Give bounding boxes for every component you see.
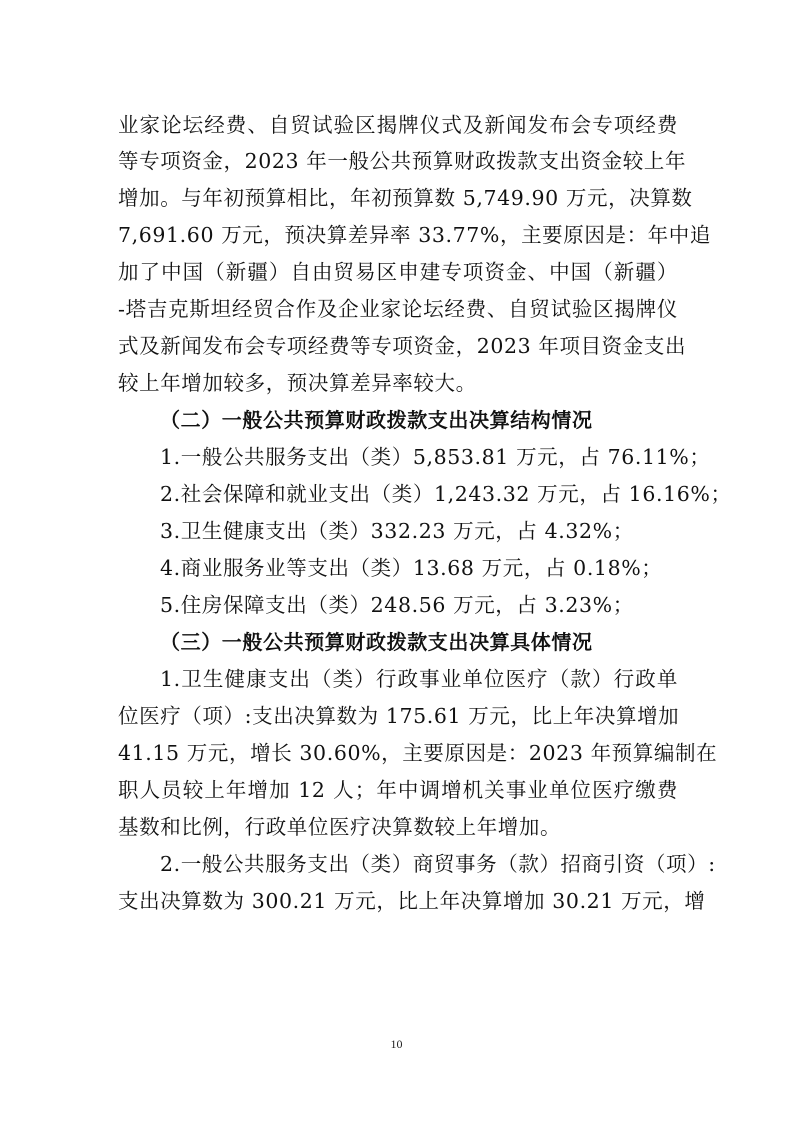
paragraph-line: 式及新闻发布会专项经费等专项资金，2023 年项目资金支出	[118, 334, 687, 358]
list-item: 3.卫生健康支出（类）332.23 万元，占 4.32%；	[160, 519, 634, 543]
page-number: 10	[390, 1037, 403, 1051]
section-heading-structure: （二）一般公共预算财政拨款支出决算结构情况	[160, 408, 593, 432]
paragraph-line: 41.15 万元，增长 30.60%，主要原因是：2023 年预算编制在	[118, 741, 718, 765]
paragraph-line: 等专项资金，2023 年一般公共预算财政拨款支出资金较上年	[118, 149, 687, 173]
paragraph-line: 较上年增加较多，预决算差异率较大。	[118, 371, 477, 395]
list-item: 1.一般公共服务支出（类）5,853.81 万元，占 76.11%；	[160, 445, 711, 469]
paragraph-line: -塔吉克斯坦经贸合作及企业家论坛经费、自贸试验区揭牌仪	[118, 297, 678, 321]
list-item: 2.社会保障和就业支出（类）1,243.32 万元，占 16.16%；	[160, 482, 732, 506]
list-item: 4.商业服务业等支出（类）13.68 万元，占 0.18%；	[160, 556, 663, 580]
paragraph-line: 加了中国（新疆）自由贸易区申建专项资金、中国（新疆）	[118, 260, 678, 284]
paragraph-line: 2.一般公共服务支出（类）商贸事务（款）招商引资（项）:	[160, 852, 716, 876]
paragraph-line: 支出决算数为 300.21 万元，比上年决算增加 30.21 万元，增	[118, 889, 706, 913]
paragraph-line: 增加。与年初预算相比，年初预算数 5,749.90 万元，决算数	[118, 186, 693, 210]
section-heading-details: （三）一般公共预算财政拨款支出决算具体情况	[160, 630, 593, 654]
paragraph-line: 业家论坛经费、自贸试验区揭牌仪式及新闻发布会专项经费	[118, 113, 678, 137]
paragraph-line: 位医疗（项）:支出决算数为 175.61 万元，比上年决算增加	[118, 704, 680, 728]
paragraph-line: 7,691.60 万元，预决算差异率 33.77%，主要原因是：年中追	[118, 223, 711, 247]
paragraph-line: 1.卫生健康支出（类）行政事业单位医疗（款）行政单	[160, 667, 678, 691]
paragraph-line: 职人员较上年增加 12 人；年中调增机关事业单位医疗缴费	[118, 778, 678, 802]
paragraph-line: 基数和比例，行政单位医疗决算数较上年增加。	[118, 815, 562, 839]
list-item: 5.住房保障支出（类）248.56 万元，占 3.23%；	[160, 593, 634, 617]
